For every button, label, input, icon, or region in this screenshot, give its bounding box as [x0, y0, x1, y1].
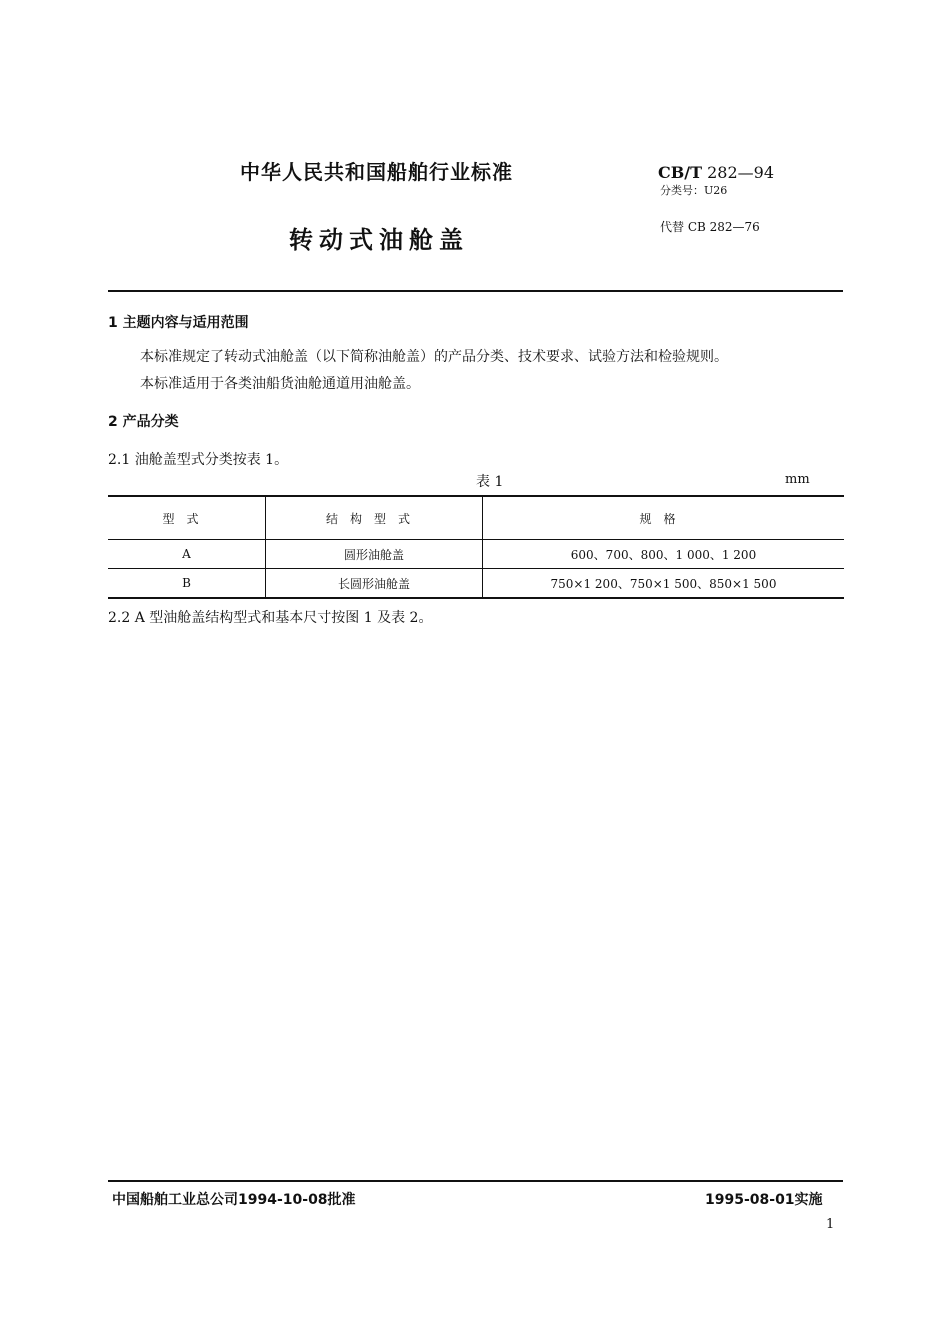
table-cell-structure: 圆形油舱盖 [266, 540, 483, 569]
section-1-paragraph-2: 本标准适用于各类油船货油舱通道用油舱盖。 [140, 376, 420, 392]
table-cell-spec: 600、700、800、1 000、1 200 [570, 547, 757, 562]
standard-code-prefix: CB/T [658, 163, 703, 182]
section-1-heading: 1 主题内容与适用范围 [108, 315, 249, 331]
implementation-line: 1995-08-01实施 [705, 1192, 823, 1208]
standard-code [658, 163, 774, 182]
replaces-standard: 代替 CB 282—76 [660, 220, 760, 234]
table-cell-spec: 750×1 200、750×1 500、850×1 500 [550, 576, 777, 591]
table-1-unit: mm [785, 472, 810, 487]
section-1-paragraph-1: 本标准规定了转动式油舱盖（以下简称油舱盖）的产品分类、技术要求、试验方法和检验规则。 [140, 349, 728, 365]
table-cell-type: A [108, 540, 266, 569]
section-2-2-text: 2.2 A 型油舱盖结构型式和基本尺寸按图 1 及表 2。 [108, 610, 433, 626]
page-number: 1 [826, 1217, 835, 1232]
table-1-caption: 表 1 [476, 474, 504, 490]
header-divider [108, 290, 843, 292]
table-header-spec: 规格 [639, 511, 688, 526]
table-header-structure: 结构型式 [266, 496, 483, 540]
table-1 [108, 495, 844, 599]
table-header-type: 型式 [108, 496, 266, 540]
table-row [108, 540, 844, 569]
footer-divider [108, 1180, 843, 1182]
standard-code-number: 282—94 [707, 163, 775, 182]
approval-line: 中国船舶工业总公司1994-10-08批准 [112, 1192, 356, 1208]
table-cell-structure: 长圆形油舱盖 [266, 569, 483, 599]
standard-title: 中华人民共和国船舶行业标准 [240, 160, 513, 184]
table-cell-type: B [108, 569, 266, 599]
classification-number: 分类号：U26 [660, 184, 728, 197]
table-header-row [108, 496, 844, 540]
section-2-1-text: 2.1 油舱盖型式分类按表 1。 [108, 452, 289, 468]
document-title: 转动式油舱盖 [289, 226, 469, 254]
table-row [108, 569, 844, 599]
section-2-heading: 2 产品分类 [108, 414, 179, 430]
